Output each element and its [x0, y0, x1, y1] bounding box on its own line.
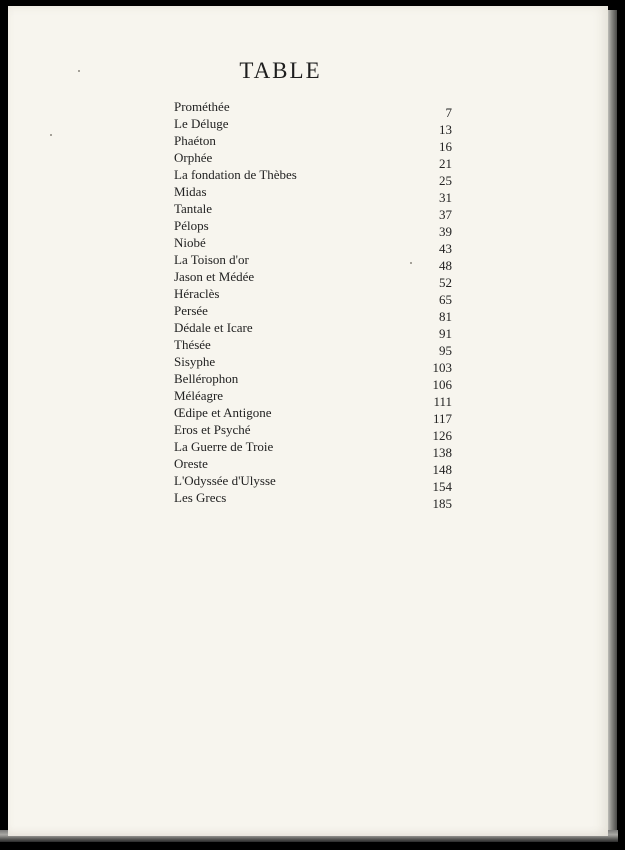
toc-entry-title: Dédale et Icare: [174, 320, 253, 335]
toc-entry-title: Orphée: [174, 150, 213, 165]
toc-entry-title: Sisyphe: [174, 354, 216, 369]
toc-entry-page-number: 37: [439, 207, 452, 222]
toc-entry-title: La fondation de Thèbes: [174, 167, 297, 182]
toc-entry-page-number: 13: [439, 122, 452, 137]
toc-entry-page-number: 7: [445, 105, 452, 120]
book-page: [8, 6, 608, 836]
toc-entry-page-number: 48: [439, 258, 452, 273]
toc-entry-title: Eros et Psyché: [174, 422, 251, 437]
toc-entry-page-number: 91: [439, 326, 452, 341]
toc-entry-title: Persée: [174, 303, 208, 318]
toc-entry-page-number: 25: [439, 173, 452, 188]
toc-entry-title: Les Grecs: [174, 490, 227, 505]
toc-entry-title: Oreste: [174, 456, 208, 471]
toc-entry: [8, 133, 608, 154]
toc-entry-page-number: 39: [439, 224, 452, 239]
toc-entry-page-number: 117: [432, 411, 452, 426]
toc-entry: [8, 337, 608, 358]
toc-entry: [8, 218, 608, 239]
toc-entry: [8, 201, 608, 222]
toc-entry-page-number: 95: [439, 343, 452, 358]
toc-entry-page-number: 31: [439, 190, 452, 205]
page-title: TABLE: [239, 58, 322, 83]
toc-entry: [8, 473, 608, 494]
toc-entry-title: La Guerre de Troie: [174, 439, 274, 454]
toc-entry-title: Œdipe et Antigone: [174, 405, 272, 420]
toc-entry-title: Midas: [174, 184, 207, 199]
toc-entry-page-number: 138: [432, 445, 452, 460]
toc-entry-page-number: 16: [439, 139, 452, 154]
toc-entry-page-number: 111: [433, 394, 452, 409]
toc-entry: [8, 371, 608, 392]
toc-entry: [8, 303, 608, 324]
toc-entry-title: Thésée: [174, 337, 211, 352]
toc-entry-title: Le Déluge: [174, 116, 229, 131]
toc-entry-page-number: 126: [432, 428, 452, 443]
toc-entry: [8, 320, 608, 341]
toc-entry-page-number: 154: [432, 479, 452, 494]
toc-entry-title: Jason et Médée: [174, 269, 255, 284]
toc-entry: [8, 99, 608, 120]
toc-entry: [8, 388, 608, 409]
toc-entry-page-number: 43: [439, 241, 452, 256]
table-of-contents: [8, 99, 608, 511]
toc-entry: [8, 456, 608, 477]
toc-entry: [8, 439, 608, 460]
toc-entry-title: Bellérophon: [174, 371, 239, 386]
toc-entry: [8, 354, 608, 375]
toc-entry: [8, 235, 608, 256]
toc-entry: [8, 269, 608, 290]
toc-entry: [8, 184, 608, 205]
toc-entry-title: Tantale: [174, 201, 213, 216]
toc-entry: [8, 422, 608, 443]
toc-entry-title: L'Odyssée d'Ulysse: [174, 473, 276, 488]
toc-entry: [8, 167, 608, 188]
toc-entry-title: Héraclès: [174, 286, 220, 301]
toc-entry-page-number: 106: [432, 377, 452, 392]
toc-entry-page-number: 65: [439, 292, 452, 307]
toc-entry-title: Phaéton: [174, 133, 216, 148]
toc-entry-title: La Toison d'or: [174, 252, 249, 267]
toc-entry-title: Méléagre: [174, 388, 224, 403]
toc-entry-page-number: 52: [439, 275, 452, 290]
toc-entry-page-number: 185: [432, 496, 452, 511]
toc-entry: [8, 286, 608, 307]
toc-entry-title: Pélops: [174, 218, 209, 233]
toc-entry: [8, 150, 608, 171]
toc-entry-page-number: 103: [432, 360, 452, 375]
toc-entry: [8, 490, 608, 511]
toc-entry-page-number: 81: [439, 309, 452, 324]
toc-entry: [8, 116, 608, 137]
toc-entry-title: Niobé: [174, 235, 206, 250]
toc-entry: [8, 405, 608, 426]
toc-entry: [8, 252, 608, 273]
toc-entry-title: Prométhée: [174, 99, 230, 114]
toc-entry-page-number: 148: [432, 462, 452, 477]
toc-entry-page-number: 21: [439, 156, 452, 171]
